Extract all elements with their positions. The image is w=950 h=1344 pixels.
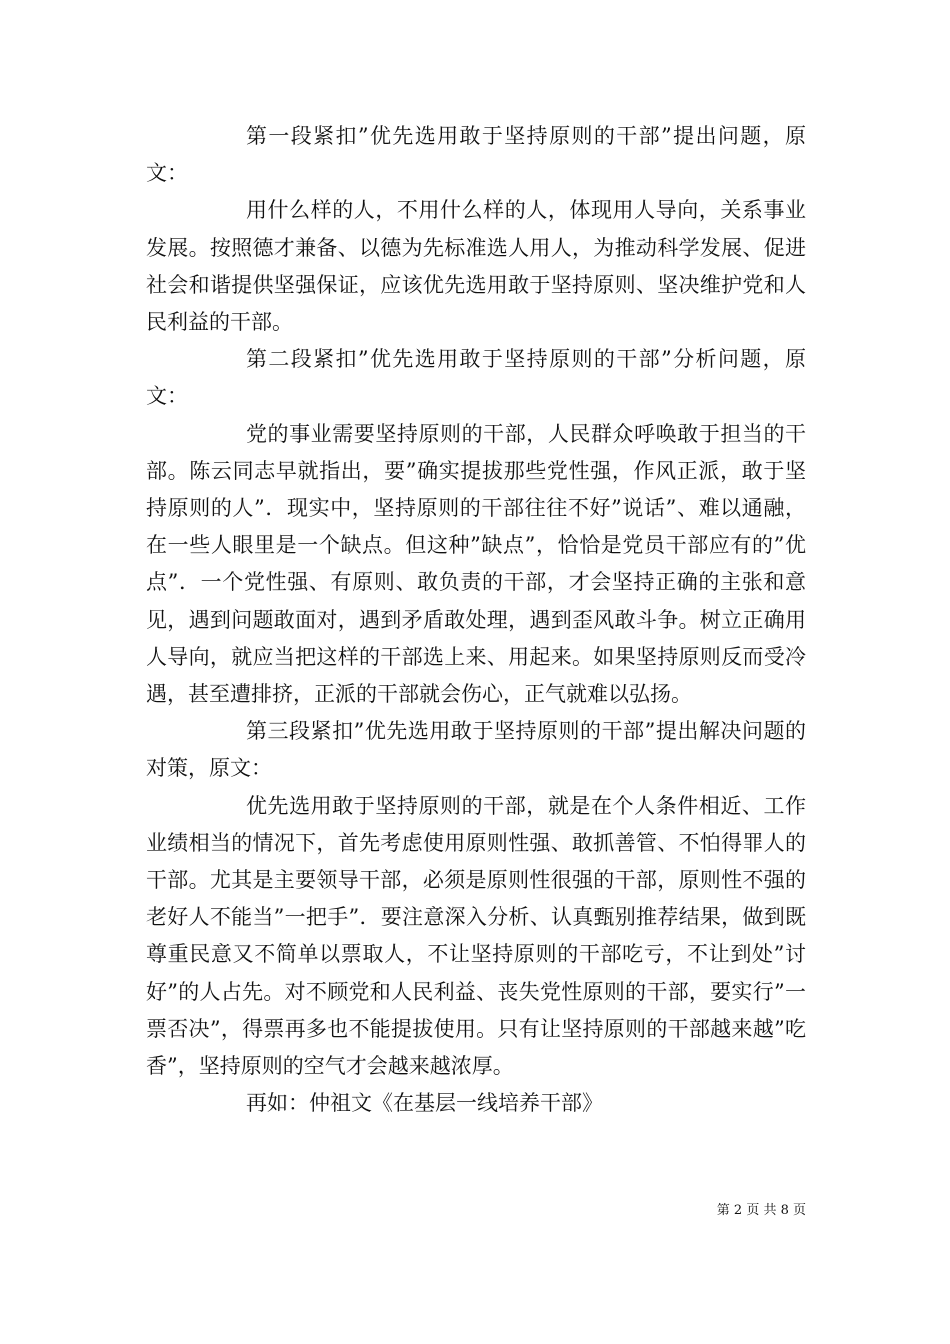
page-number-footer: 第 2 页 共 8 页 — [716, 1203, 806, 1218]
paragraph-1-intro: 第一段紧扣”优先选用敢于坚持原则的干部”提出问题，原文： — [146, 124, 806, 186]
paragraph-1-quote: 用什么样的人，不用什么样的人，体现用人导向，关系事业发展。按照德才兼备、以德为先标准选人用人，为推动科学发展、促进社会和谐提供坚强保证，应该优先选用敢于坚持原则、坚决维护党和人民利益的干部。 — [146, 198, 806, 335]
paragraph-3-intro: 第三段紧扣”优先选用敢于坚持原则的干部”提出解决问题的对策，原文： — [146, 719, 806, 781]
paragraph-2-quote: 党的事业需要坚持原则的干部，人民群众呼唤敢于担当的干部。陈云同志早就指出，要”确实提拔那些党性强，作风正派，敢于坚持原则的人”．现实中，坚持原则的干部往往不好”说话”、难以通融，在一些人眼里是一个缺点。但这种”缺点”，恰恰是党员干部应有的”优点”．一个党性强、有原则、敢负责的干部，才会坚持正确的主张和意见，遇到问题敢面对，遇到矛盾敢处理，遇到歪风敢斗争。树立正确用人导向，就应当把这样的干部选上来、用起来。如果坚持原则反而受冷遇，甚至遭排挤，正派的干部就会伤心，正气就难以弘扬。 — [146, 421, 806, 707]
paragraph-3-quote: 优先选用敢于坚持原则的干部，就是在个人条件相近、工作业绩相当的情况下，首先考虑使用原则性强、敢抓善管、不怕得罪人的干部。尤其是主要领导干部，必须是原则性很强的干部，原则性不强的老好人不能当”一把手”．要注意深入分析、认真甄别推荐结果，做到既尊重民意又不简单以票取人，不让坚持原则的干部吃亏，不让到处”讨好”的人占先。对不顾党和人民利益、丧失党性原则的干部，要实行”一票否决”，得票再多也不能提拔使用。只有让坚持原则的干部越来越”吃香”，坚持原则的空气才会越来越浓厚。 — [146, 793, 806, 1079]
paragraph-example: 再如：仲祖文《在基层一线培养干部》 — [246, 1091, 603, 1116]
paragraph-2-intro: 第二段紧扣”优先选用敢于坚持原则的干部”分析问题，原文： — [146, 347, 806, 409]
document-body — [146, 118, 806, 1122]
